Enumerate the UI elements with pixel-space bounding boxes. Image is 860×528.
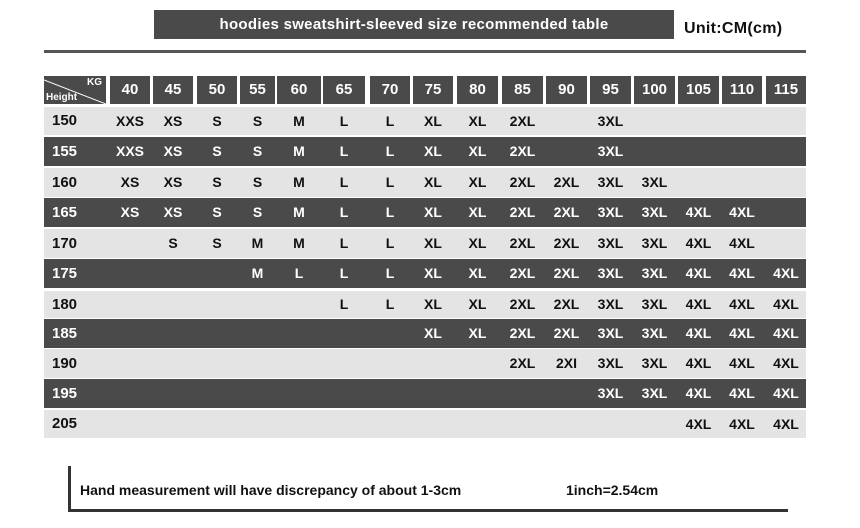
size-cell: 2XL bbox=[509, 113, 536, 129]
height-cell: 165 bbox=[52, 204, 78, 221]
size-cell: XL bbox=[424, 235, 442, 251]
size-cell: L bbox=[385, 296, 395, 312]
height-cell: 160 bbox=[52, 174, 78, 191]
inch-conversion: 1inch=2.54cm bbox=[566, 482, 659, 498]
size-cell: 4XL bbox=[685, 385, 712, 401]
size-cell: 3XL bbox=[641, 265, 668, 281]
size-cell: 3XL bbox=[597, 355, 624, 371]
size-cell: 4XL bbox=[685, 355, 712, 371]
size-cell: L bbox=[339, 143, 349, 159]
table-row bbox=[44, 107, 806, 135]
size-cell: L bbox=[339, 296, 349, 312]
size-cell: 4XL bbox=[729, 355, 755, 371]
size-cell: 3XL bbox=[641, 355, 668, 371]
size-cell: XS bbox=[120, 174, 140, 190]
size-cell: 4XL bbox=[685, 265, 712, 281]
size-cell: XS bbox=[163, 113, 183, 129]
size-cell: M bbox=[293, 143, 305, 159]
size-cell: 3XL bbox=[641, 325, 668, 341]
size-cell: XL bbox=[468, 325, 487, 341]
size-cell: 3XL bbox=[597, 113, 624, 129]
size-cell: M bbox=[251, 265, 264, 281]
size-cell: XL bbox=[424, 265, 442, 281]
weight-header-95: 95 bbox=[590, 76, 631, 104]
size-cell: 3XL bbox=[597, 204, 624, 220]
table-row bbox=[44, 259, 806, 288]
size-cell: 4XL bbox=[729, 235, 755, 251]
size-cell: L bbox=[385, 235, 395, 251]
weight-header-75: 75 bbox=[413, 76, 453, 104]
size-cell: XL bbox=[424, 174, 442, 190]
size-cell: L bbox=[385, 265, 395, 281]
size-cell: M bbox=[293, 113, 305, 129]
height-cell: 155 bbox=[52, 143, 78, 160]
size-cell: 3XL bbox=[641, 174, 668, 190]
bottom-left-divider bbox=[68, 466, 71, 512]
size-cell: 4XL bbox=[729, 325, 755, 341]
size-cell: 3XL bbox=[641, 296, 668, 312]
size-cell: L bbox=[385, 174, 395, 190]
size-cell: 4XL bbox=[685, 235, 712, 251]
size-cell: 2XL bbox=[509, 143, 536, 159]
size-cell: 3XL bbox=[597, 325, 624, 341]
size-cell: 2XL bbox=[509, 204, 536, 220]
size-cell: XL bbox=[468, 113, 487, 129]
top-divider bbox=[44, 50, 806, 53]
measurement-note: Hand measurement will have discrepancy of about 1-3cm bbox=[80, 482, 462, 498]
size-cell: XL bbox=[424, 113, 442, 129]
size-cell: M bbox=[293, 204, 305, 220]
size-cell: 4XL bbox=[729, 265, 755, 281]
size-cell: M bbox=[251, 235, 264, 251]
size-cell: 4XL bbox=[773, 325, 799, 341]
size-cell: 4XL bbox=[773, 265, 799, 281]
size-cell: S bbox=[212, 113, 222, 129]
table-row bbox=[44, 410, 806, 438]
size-cell: L bbox=[339, 235, 349, 251]
size-cell: XL bbox=[468, 143, 487, 159]
size-cell: 4XL bbox=[685, 204, 712, 220]
size-cell: 2XL bbox=[509, 355, 536, 371]
table-row bbox=[44, 168, 806, 197]
weight-header-110: 110 bbox=[722, 76, 762, 104]
table-row bbox=[44, 349, 806, 378]
size-cell: 4XL bbox=[773, 385, 799, 401]
size-cell: S bbox=[252, 143, 263, 159]
height-cell: 190 bbox=[52, 355, 78, 372]
size-cell: 2XL bbox=[509, 235, 536, 251]
size-cell: XL bbox=[424, 325, 442, 341]
weight-header-115: 115 bbox=[766, 76, 806, 104]
size-cell: 3XL bbox=[597, 235, 624, 251]
size-cell: S bbox=[252, 174, 263, 190]
size-cell: 2XI bbox=[555, 355, 577, 371]
weight-header-row bbox=[44, 76, 806, 104]
kg-label: KG bbox=[87, 77, 102, 88]
size-cell: XS bbox=[163, 143, 183, 159]
size-cell: L bbox=[294, 265, 304, 281]
weight-header-85: 85 bbox=[502, 76, 543, 104]
weight-header-90: 90 bbox=[546, 76, 587, 104]
height-label: Height bbox=[46, 92, 78, 103]
size-cell: 2XL bbox=[509, 325, 536, 341]
size-cell: XL bbox=[468, 204, 487, 220]
size-cell: 4XL bbox=[729, 385, 755, 401]
size-cell: 2XL bbox=[553, 265, 580, 281]
table-row bbox=[44, 229, 806, 258]
size-cell: XXS bbox=[115, 113, 144, 129]
size-cell: S bbox=[212, 204, 222, 220]
size-cell: 3XL bbox=[641, 385, 668, 401]
size-cell: XL bbox=[424, 143, 442, 159]
table-row bbox=[44, 379, 806, 408]
size-cell: 2XL bbox=[509, 296, 536, 312]
height-cell: 150 bbox=[52, 112, 78, 129]
size-cell: 2XL bbox=[553, 204, 580, 220]
size-cell: 4XL bbox=[685, 416, 712, 432]
size-cell: 3XL bbox=[597, 296, 624, 312]
size-cell: XS bbox=[163, 204, 183, 220]
size-cell: 4XL bbox=[729, 204, 755, 220]
height-cell: 180 bbox=[52, 296, 78, 313]
size-cell: 3XL bbox=[597, 174, 624, 190]
size-cell: S bbox=[212, 174, 222, 190]
size-cell: S bbox=[212, 143, 222, 159]
height-cell: 170 bbox=[52, 235, 78, 252]
size-cell: 4XL bbox=[773, 355, 799, 371]
size-cell: 4XL bbox=[685, 325, 712, 341]
bottom-divider bbox=[68, 509, 788, 512]
size-cell: 2XL bbox=[553, 296, 580, 312]
size-cell: 2XL bbox=[509, 265, 536, 281]
weight-header-70: 70 bbox=[370, 76, 410, 104]
unit-label: Unit:CM(cm) bbox=[684, 20, 783, 37]
weight-header-50: 50 bbox=[197, 76, 237, 104]
size-cell: 4XL bbox=[773, 416, 799, 432]
table-row bbox=[44, 291, 806, 318]
height-cell: 195 bbox=[52, 385, 78, 402]
table-row bbox=[44, 198, 806, 227]
table-row bbox=[44, 319, 806, 348]
size-cell: S bbox=[168, 235, 178, 251]
weight-header-40: 40 bbox=[110, 76, 150, 104]
size-cell: M bbox=[293, 235, 305, 251]
size-cell: XL bbox=[424, 204, 442, 220]
size-cell: XXS bbox=[115, 143, 144, 159]
weight-header-60: 60 bbox=[277, 76, 321, 104]
size-cell: L bbox=[339, 204, 349, 220]
weight-header-65: 65 bbox=[323, 76, 365, 104]
size-cell: 3XL bbox=[597, 143, 624, 159]
height-cell: 175 bbox=[52, 265, 78, 282]
weight-header-55: 55 bbox=[240, 76, 275, 104]
table-row bbox=[44, 137, 806, 166]
size-cell: L bbox=[339, 174, 349, 190]
size-cell: 4XL bbox=[685, 296, 712, 312]
size-cell: XL bbox=[468, 235, 487, 251]
size-cell: 3XL bbox=[597, 265, 624, 281]
corner-header bbox=[44, 76, 106, 104]
height-cell: 205 bbox=[52, 415, 78, 432]
weight-header-100: 100 bbox=[634, 76, 675, 104]
table-title: hoodies sweatshirt-sleeved size recommended table bbox=[154, 10, 674, 39]
size-cell: 4XL bbox=[729, 416, 755, 432]
size-cell: L bbox=[339, 265, 349, 281]
size-cell: 3XL bbox=[641, 204, 668, 220]
size-cell: M bbox=[293, 174, 305, 190]
size-cell: XS bbox=[163, 174, 183, 190]
size-cell: L bbox=[385, 143, 395, 159]
size-cell: XL bbox=[468, 174, 487, 190]
size-cell: 2XL bbox=[553, 325, 580, 341]
size-cell: XL bbox=[468, 265, 487, 281]
size-cell: L bbox=[339, 113, 349, 129]
size-cell: 2XL bbox=[553, 174, 580, 190]
size-cell: 4XL bbox=[729, 296, 755, 312]
height-cell: 185 bbox=[52, 325, 78, 342]
size-cell: 4XL bbox=[773, 296, 799, 312]
weight-header-105: 105 bbox=[678, 76, 719, 104]
size-cell: 3XL bbox=[597, 385, 624, 401]
size-cell: 2XL bbox=[509, 174, 536, 190]
size-cell: XL bbox=[468, 296, 487, 312]
weight-header-80: 80 bbox=[457, 76, 498, 104]
size-cell: S bbox=[252, 113, 263, 129]
weight-header-45: 45 bbox=[153, 76, 193, 104]
size-cell: S bbox=[212, 235, 222, 251]
size-cell: L bbox=[385, 113, 395, 129]
size-cell: 3XL bbox=[641, 235, 668, 251]
size-cell: L bbox=[385, 204, 395, 220]
size-cell: S bbox=[252, 204, 263, 220]
size-cell: XL bbox=[424, 296, 442, 312]
size-cell: 2XL bbox=[553, 235, 580, 251]
size-cell: XS bbox=[120, 204, 140, 220]
